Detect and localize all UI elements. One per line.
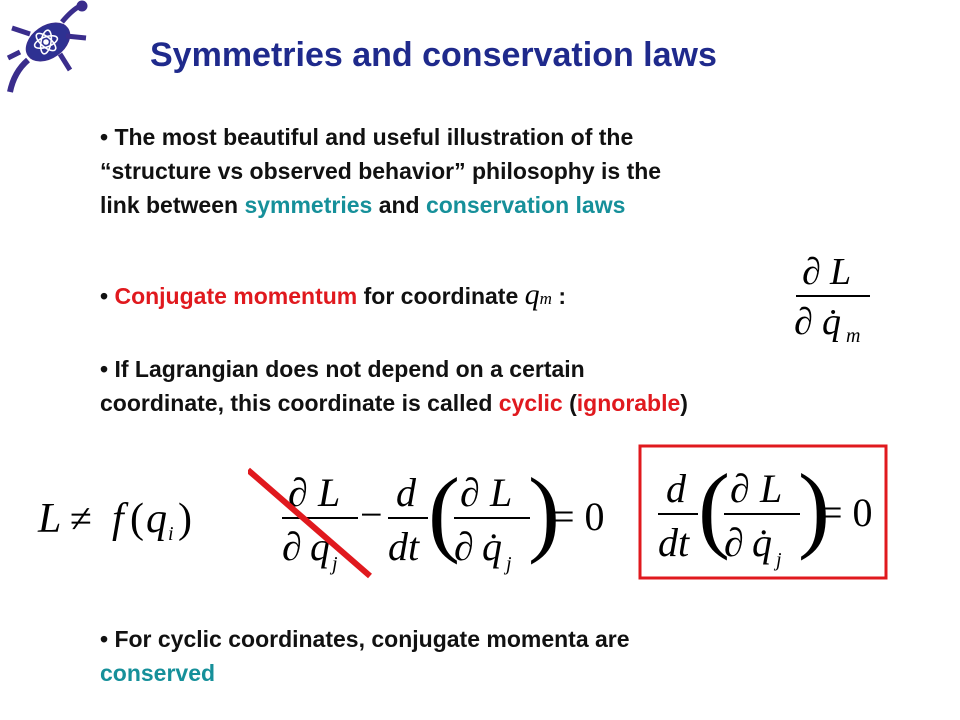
eq-q: q [146,496,167,542]
el-inner-den-partial: ∂ [454,524,474,569]
bullet-text: link between [100,192,239,218]
el-inner-num-L: L [490,470,513,515]
equation-conserved-boxed [638,444,890,584]
el-rparen: ) [528,458,560,565]
bullet-marker: • [100,283,109,309]
coordinate-q-symbol: q [524,278,540,311]
box-num-L: L [760,466,783,511]
slide-title: Symmetries and conservation laws [150,36,717,74]
denominator-subscript: m [846,325,861,346]
highlight-cyclic: cyclic [498,390,563,416]
box-d: d [666,466,686,511]
bullet-symmetries [100,120,920,222]
coordinate-subscript: m [539,289,552,308]
eq-L: L [38,496,62,542]
bullet-text: For cyclic coordinates, conjugate momenta are [114,626,630,652]
equation-euler-lagrange [248,448,618,588]
eq-sub-i: i [168,523,174,545]
el-dt: dt [388,524,420,569]
box-den-sub-j: j [776,549,782,571]
denominator-partial: ∂ [794,301,813,343]
el-equals-zero: = 0 [552,494,605,539]
highlight-ignorable: ignorable [576,390,681,416]
box-rparen: ) [798,454,830,561]
box-lparen: ( [698,454,730,561]
el-inner-den-qdot: q̇ [482,524,502,569]
bullet-cyclic [100,352,920,420]
box-equals-zero: = 0 [820,490,873,535]
highlight-conserved: conserved [100,660,216,686]
equation-lagrangian-independence [36,488,216,548]
bullet-marker: • [100,626,109,652]
paren-open: ( [569,390,577,416]
box-den-qdot: q̇ [752,520,772,565]
strikethrough-line [248,470,370,576]
bullet-marker: • [100,124,109,150]
bullet-text: coordinate, this coordinate is called [100,390,493,416]
denominator-qdot: q̇ [822,301,841,343]
el-den-sub-j: j [332,553,338,575]
bullet-text: for coordinate [363,283,519,309]
el-minus: − [360,492,383,537]
highlight-conjugate-momentum: Conjugate momentum [114,283,358,309]
el-inner-num-partial: ∂ [460,470,480,515]
el-den-q: q [310,524,330,569]
el-den-partial: ∂ [282,524,302,569]
el-d: d [396,470,416,515]
highlight-conservation-laws: conservation laws [425,192,626,218]
bullet-colon: : [558,283,566,309]
el-inner-den-sub-j: j [506,553,512,575]
bullet-text: If Lagrangian does not depend on a certain [114,356,585,382]
paren-close: ) [680,390,688,416]
bullet-conserved-momenta [100,622,920,690]
bullet-text: “structure vs observed behavior” philosophy is the [100,158,662,184]
eq-lparen: ( [130,496,144,542]
eq-neq: ≠ [70,496,92,541]
eq-rparen: ) [178,496,192,542]
box-dt: dt [658,520,690,565]
numerator-L: L [830,251,852,293]
lizard-logo-icon [0,0,100,100]
el-num-partial: ∂ [288,470,308,515]
bullet-text: and [378,192,420,218]
eq-f: f [112,496,124,542]
numerator-partial: ∂ [802,251,821,293]
box-den-partial: ∂ [724,520,744,565]
box-num-partial: ∂ [730,466,750,511]
bullet-marker: • [100,356,109,382]
highlight-symmetries: symmetries [244,192,373,218]
momentum-fraction [790,246,880,346]
el-num-L: L [318,470,341,515]
bullet-text: The most beautiful and useful illustration of the [114,124,634,150]
el-lparen: ( [428,458,460,565]
